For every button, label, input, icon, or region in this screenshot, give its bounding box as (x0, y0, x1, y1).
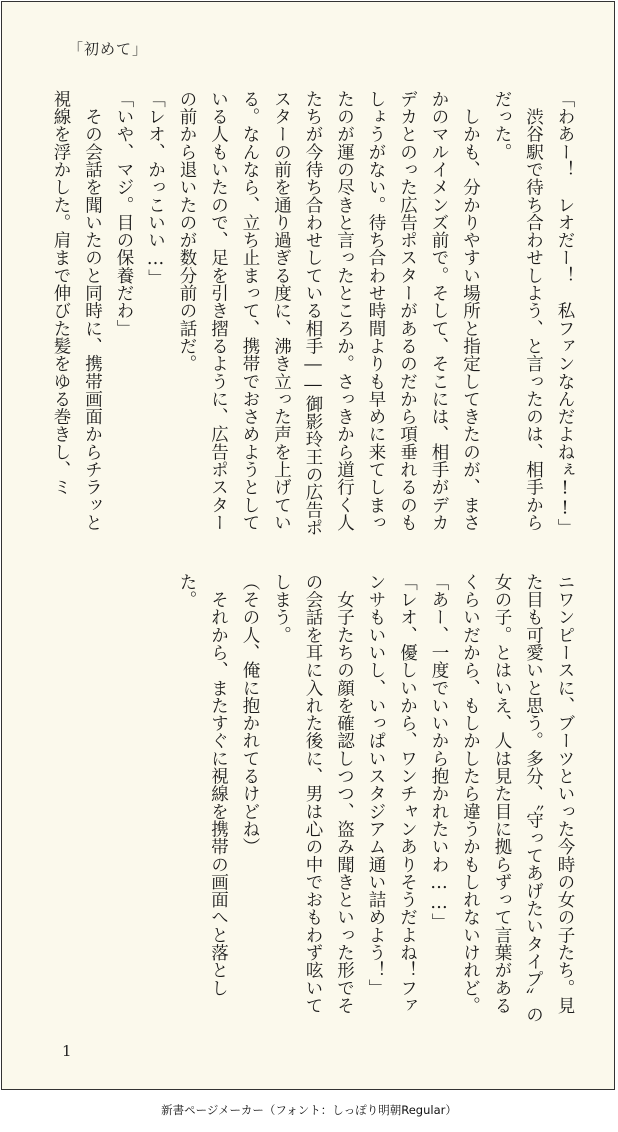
paragraph: 「レオ、優しいから、ワンチャンありそうだよね！ファンサもいいし、いっぱいスタジアム通い詰めよう！」 (366, 573, 418, 1015)
chapter-title: 「初めて」 (68, 40, 149, 58)
paragraph: それから、またすぐに視線を携帯の画面へと落とした。 (177, 573, 229, 997)
page-number: 1 (62, 1042, 72, 1060)
book-page (1, 1, 615, 1090)
paragraph: 「わあー！ レオだー！ 私ファンなんだよねぇ!!」 (555, 90, 575, 537)
paragraph: ニワンピースに、ブーツといった今時の女の子たち。見た目も可愛いと思う。多分、〝守ってあげたいタイプ〟の女の子。とはいえ、人は見た目に拠らずって言葉があるくらいだから、もしかしたら違うかもしれないけれど。 (460, 573, 575, 1024)
generator-credit: 新書ページメーカー（フォント：しっぽり明朝Regular） (161, 1103, 457, 1117)
paragraph: 女子たちの顔を確認しつつ、盗み聞きといった形でその会話を耳に入れた後に、男は心の中でおもわず呟いてしまう。 (271, 573, 355, 1015)
paragraph: しかも、分かりやすい場所と指定してきたのが、まさかのマルイメンズ前で。そして、そこには、相手がデカデカとのった広告ポスターがあるのだから項垂れるのもしょうがない。待ち合わせ時間よりも早めに来てしまったのが運の尽きと言ったところか。さっきから道行く人たちが今待ち合わせしている相手――御影玲王の広告ポスターの前を通り過ぎる度に、沸き立った声を上げている。なんなら、立ち止まって、携帯でおさめようとしている人もいたので、足を引き摺るように、広告ポスターの前から退いたのが数分前の話だ。 (177, 90, 481, 537)
paragraph: その会話を聞いたのと同時に、携帯画面からチラッと視線を浮かした。肩まで伸びた髪をゆる巻きし、ミ (51, 90, 103, 532)
paragraph: （その人、俺に抱かれてるけどね） (240, 573, 260, 856)
text-column-bottom (171, 573, 581, 1026)
paragraph: 「いや、マジ。目の保養だわ」 (114, 90, 134, 338)
text-column-top (45, 90, 581, 544)
paragraph: 「レオ、かっこいい…」 (145, 90, 166, 287)
paragraph: 渋谷駅で待ち合わせしよう、と言ったのは、相手からだった。 (492, 90, 544, 532)
paragraph: 「あー、一度でいいから抱かれたいわ……」 (429, 573, 449, 931)
